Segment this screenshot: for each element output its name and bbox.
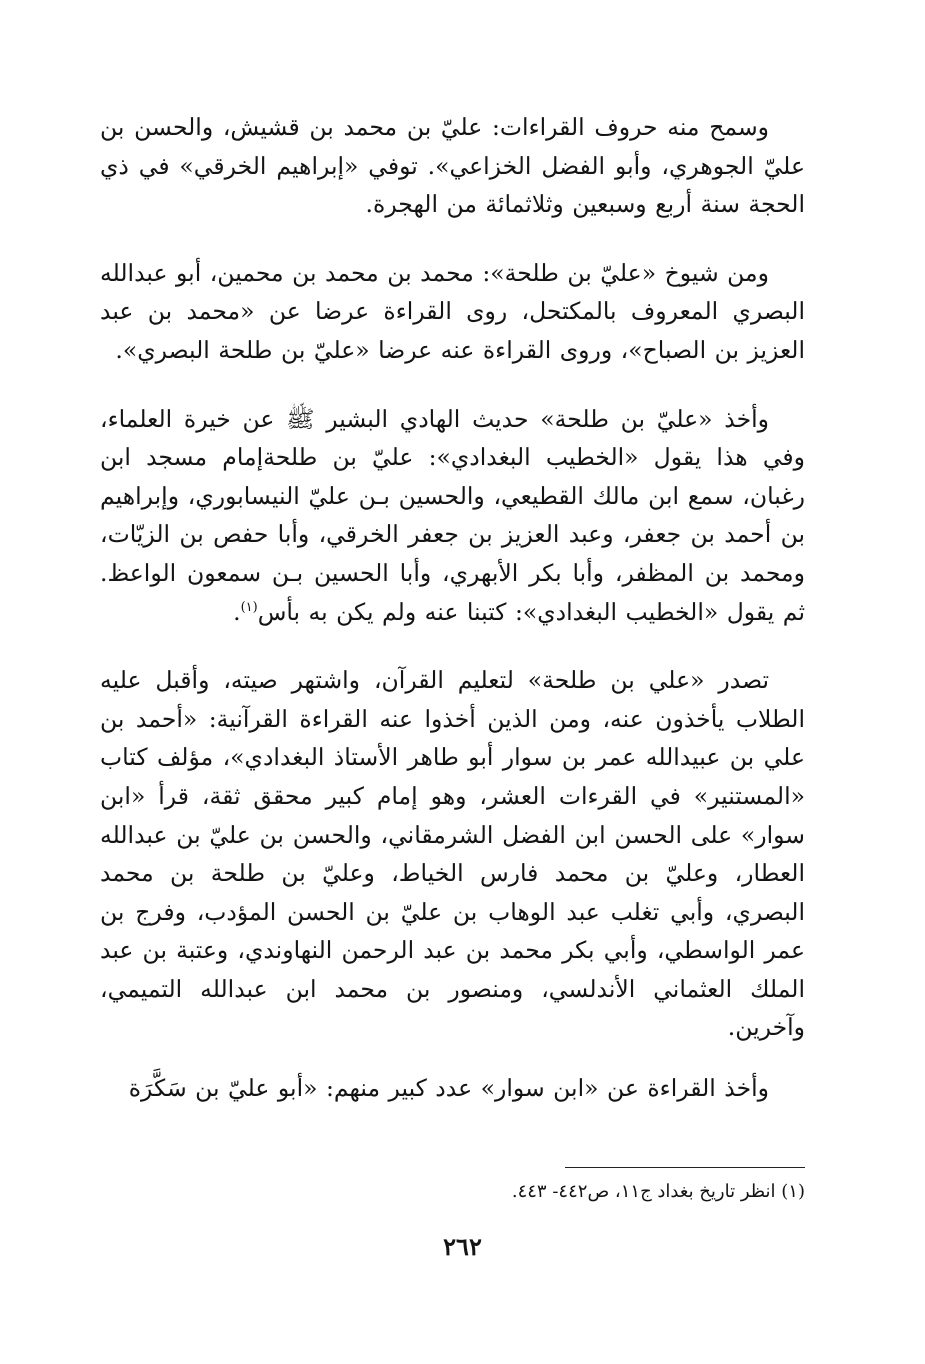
paragraph-2: ومن شيوخ «عليّ بن طلحة»: محمد بن محمد بن محمين، أبو عبدالله البصري المعروف بالمكتحل، روى القراءة عرضا عن «محمد بن عبد العزيز بن الصباح»، وروى القراءة عنه عرضا «عليّ بن طلحة البصري».	[100, 258, 805, 364]
paragraph-3	[100, 400, 805, 632]
page-number: ٢٦٢	[443, 1232, 482, 1261]
footnote-divider	[565, 1167, 805, 1168]
paragraph-5: وأخذ القراءة عن «ابن سوار» عدد كبير منهم: «أبو عليّ بن سَكَّرَة	[128, 1074, 769, 1103]
paragraph-3-end: .	[233, 597, 241, 626]
paragraph-4: تصدر «علي بن طلحة» لتعليم القرآن، واشتهر صيته، وأقبل عليه الطلاب يأخذون عنه، ومن الذين أخذوا عنه القراءة القرآنية: «أحمد بن علي بن عبيدالله عمر بن سوار أبو طاهر الأستاذ البغدادي»، مؤلف كتاب «المستنير» في القرءات العشر، وهو إمام كبير محقق ثقة، قرأ «ابن سوار» على الحسن ابن الفضل الشرمقاني، والحسن بن عليّ بن عبدالله العطار، وعليّ بن محمد فارس الخياط، وعليّ بن طلحة بن محمد البصري، وأبي تغلب عبد الوهاب بن عليّ بن الحسن المؤدب، وفرج بن عمر الواسطي، وأبي بكر محمد بن عبد الرحمن النهاوندي، وعتبة بن عبد الملك العثماني الأندلسي، ومنصور بن محمد ابن عبدالله التميمي، وآخرين.	[100, 666, 805, 1042]
footnote-reference[interactable]: (١)	[240, 599, 258, 615]
page-body	[100, 108, 805, 1108]
footnote: (١) انظر تاريخ بغداد ج١١، ص٤٤٢- ٤٤٣.	[511, 1181, 805, 1202]
paragraph-1: وسمح منه حروف القراءات: عليّ بن محمد بن قشيش، والحسن بن عليّ الجوهري، وأبو الفضل الخزاعي». توفي «إبراهيم الخرقي» في ذي الحجة سنة أربع وسبعين وثلاثمائة من الهجرة.	[100, 113, 805, 219]
paragraph-3-text: وأخذ «عليّ بن طلحة» حديث الهادي البشير ﷺ عن خيرة العلماء، وفي هذا يقول «الخطيب البغدادي»: عليّ بن طلحةإمام مسجد ابن رغبان، سمع ابن مالك القطيعي، والحسين بـن عليّ النيسابوري، وإبراهيم بن أحمد بن جعفر، وعبد العزيز بن جعفر الخرقي، وأبا حفص بن الزيّات، ومحمد بن المظفر، وأبا بكر الأبهري، وأبا الحسين بـن سمعون الواعظ. ثم يقول «الخطيب البغدادي»: كتبنا عنه ولم يكن به بأس	[100, 404, 805, 626]
